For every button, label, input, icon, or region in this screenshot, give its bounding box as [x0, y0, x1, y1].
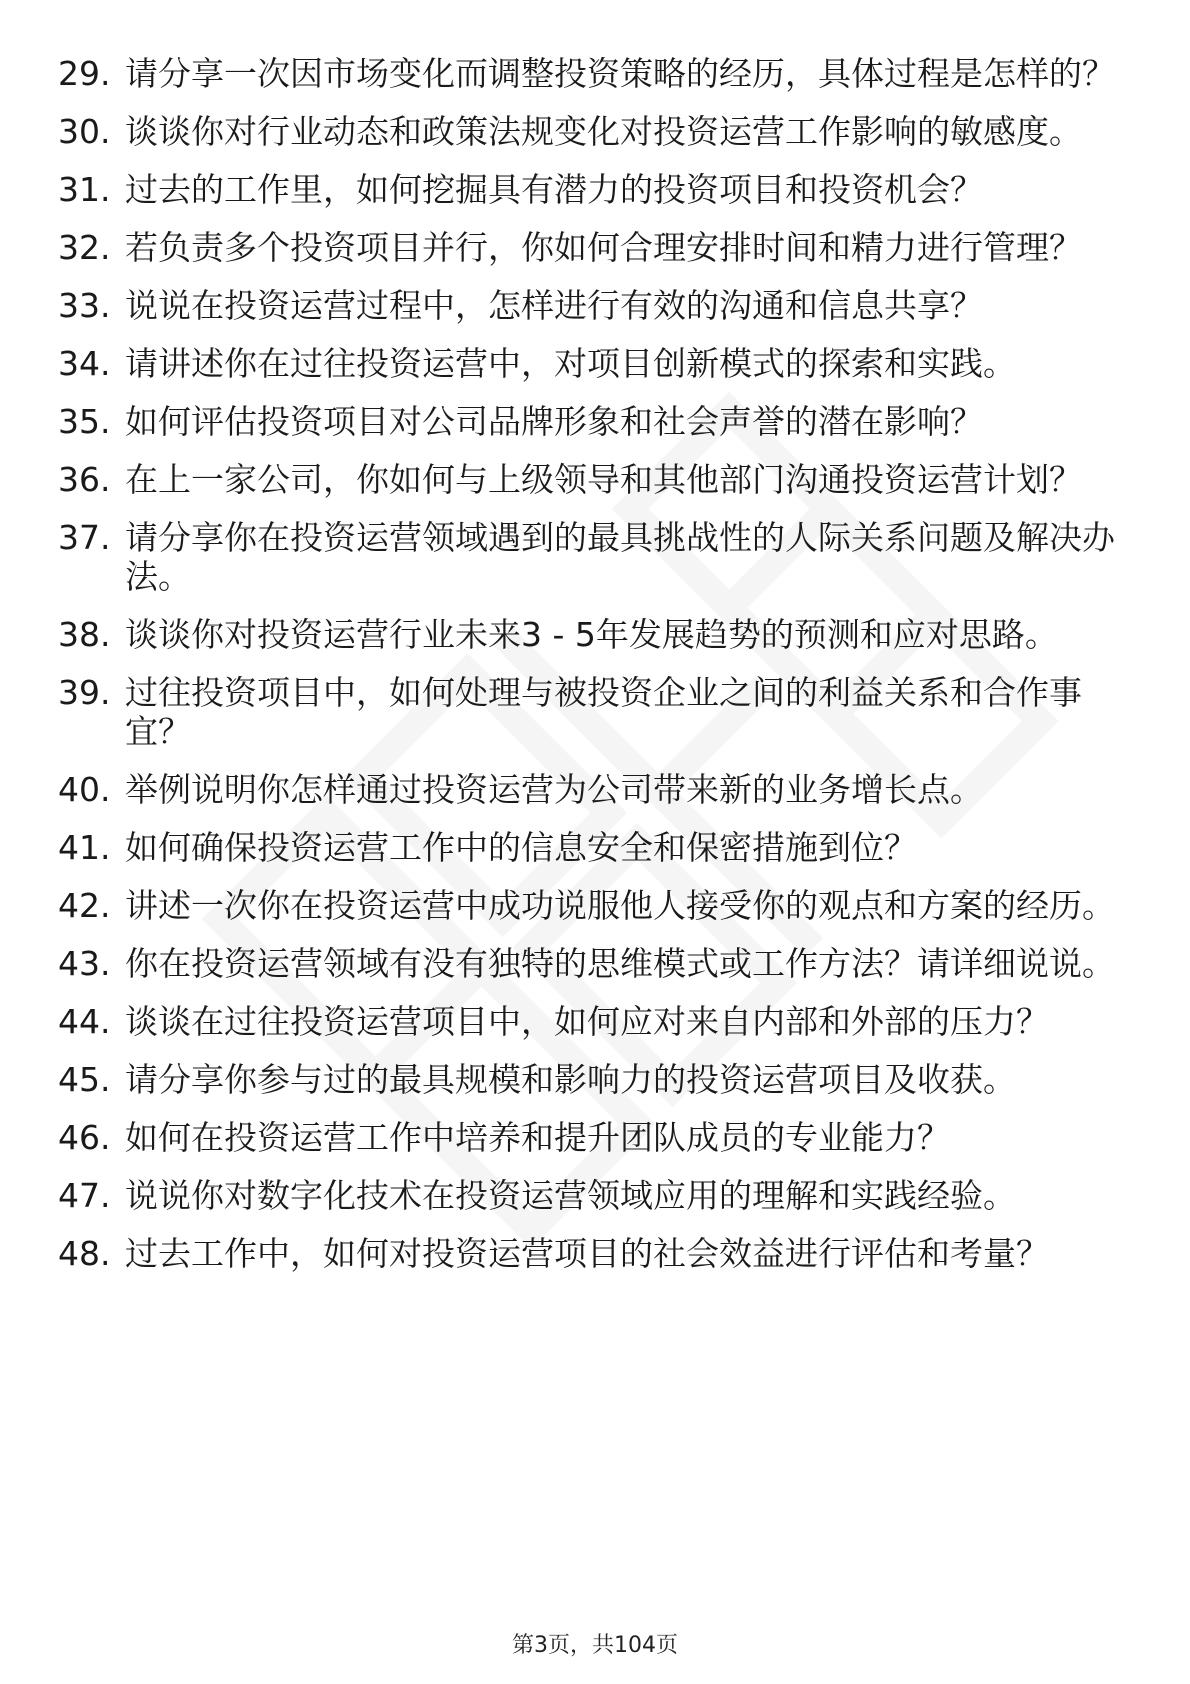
question-item [58, 1118, 1118, 1157]
question-item [58, 770, 1118, 809]
question-text: 请分享一次因市场变化而调整投资策略的经历，具体过程是怎样的？ [125, 54, 1115, 93]
question-number: 31. [58, 170, 111, 209]
question-text: 说说你对数字化技术在投资运营领域应用的理解和实践经验。 [125, 1176, 1016, 1215]
question-text: 谈谈你对行业动态和政策法规变化对投资运营工作影响的敏感度。 [125, 112, 1082, 151]
question-text: 你在投资运营领域有没有独特的思维模式或工作方法？请详细说说。 [125, 944, 1115, 983]
question-text: 举例说明你怎样通过投资运营为公司带来新的业务增长点。 [125, 770, 983, 809]
question-text: 在上一家公司，你如何与上级领导和其他部门沟通投资运营计划？ [125, 460, 1082, 499]
question-item [58, 518, 1118, 596]
question-item [58, 228, 1118, 267]
question-item [58, 286, 1118, 325]
question-item [58, 1176, 1118, 1215]
question-item [58, 886, 1118, 925]
question-number: 37. [58, 518, 111, 557]
question-number: 35. [58, 402, 111, 441]
question-item [58, 673, 1118, 751]
question-text: 若负责多个投资项目并行，你如何合理安排时间和精力进行管理？ [125, 228, 1082, 267]
question-number: 36. [58, 460, 111, 499]
question-item [58, 944, 1118, 983]
page-number-footer: 第3页，共104页 [512, 1633, 678, 1658]
question-item [58, 1234, 1118, 1273]
question-text: 过往投资项目中，如何处理与被投资企业之间的利益关系和合作事宜？ [125, 673, 1082, 751]
question-number: 44. [58, 1002, 111, 1041]
question-item [58, 1002, 1118, 1041]
question-number: 42. [58, 886, 111, 925]
question-text: 讲述一次你在投资运营中成功说服他人接受你的观点和方案的经历。 [125, 886, 1115, 925]
question-text: 说说在投资运营过程中，怎样进行有效的沟通和信息共享？ [125, 286, 983, 325]
question-number: 39. [58, 673, 111, 712]
question-number: 33. [58, 286, 111, 325]
question-text: 过去工作中，如何对投资运营项目的社会效益进行评估和考量？ [125, 1234, 1049, 1273]
question-text: 请讲述你在过往投资运营中，对项目创新模式的探索和实践。 [125, 344, 1016, 383]
question-item [58, 402, 1118, 441]
question-item [58, 170, 1118, 209]
question-text: 请分享你在投资运营领域遇到的最具挑战性的人际关系问题及解决办法。 [125, 518, 1115, 596]
question-list [58, 54, 1118, 1292]
question-number: 40. [58, 770, 111, 809]
question-number: 29. [58, 54, 111, 93]
question-item [58, 112, 1118, 151]
question-text: 谈谈在过往投资运营项目中，如何应对来自内部和外部的压力？ [125, 1002, 1049, 1041]
question-text: 如何评估投资项目对公司品牌形象和社会声誉的潜在影响？ [125, 402, 983, 441]
question-number: 38. [58, 615, 111, 654]
question-item [58, 1060, 1118, 1099]
question-number: 43. [58, 944, 111, 983]
question-item [58, 615, 1118, 654]
question-number: 47. [58, 1176, 111, 1215]
question-item [58, 460, 1118, 499]
question-item [58, 54, 1118, 93]
question-number: 34. [58, 344, 111, 383]
question-text: 谈谈你对投资运营行业未来3 - 5年发展趋势的预测和应对思路。 [125, 615, 1058, 654]
question-item [58, 344, 1118, 383]
question-text: 过去的工作里，如何挖掘具有潜力的投资项目和投资机会？ [125, 170, 983, 209]
question-number: 41. [58, 828, 111, 867]
question-text: 如何在投资运营工作中培养和提升团队成员的专业能力？ [125, 1118, 950, 1157]
question-text: 如何确保投资运营工作中的信息安全和保密措施到位？ [125, 828, 917, 867]
question-text: 请分享你参与过的最具规模和影响力的投资运营项目及收获。 [125, 1060, 1016, 1099]
question-number: 46. [58, 1118, 111, 1157]
question-number: 30. [58, 112, 111, 151]
question-item [58, 828, 1118, 867]
question-number: 32. [58, 228, 111, 267]
question-number: 48. [58, 1234, 111, 1273]
question-number: 45. [58, 1060, 111, 1099]
